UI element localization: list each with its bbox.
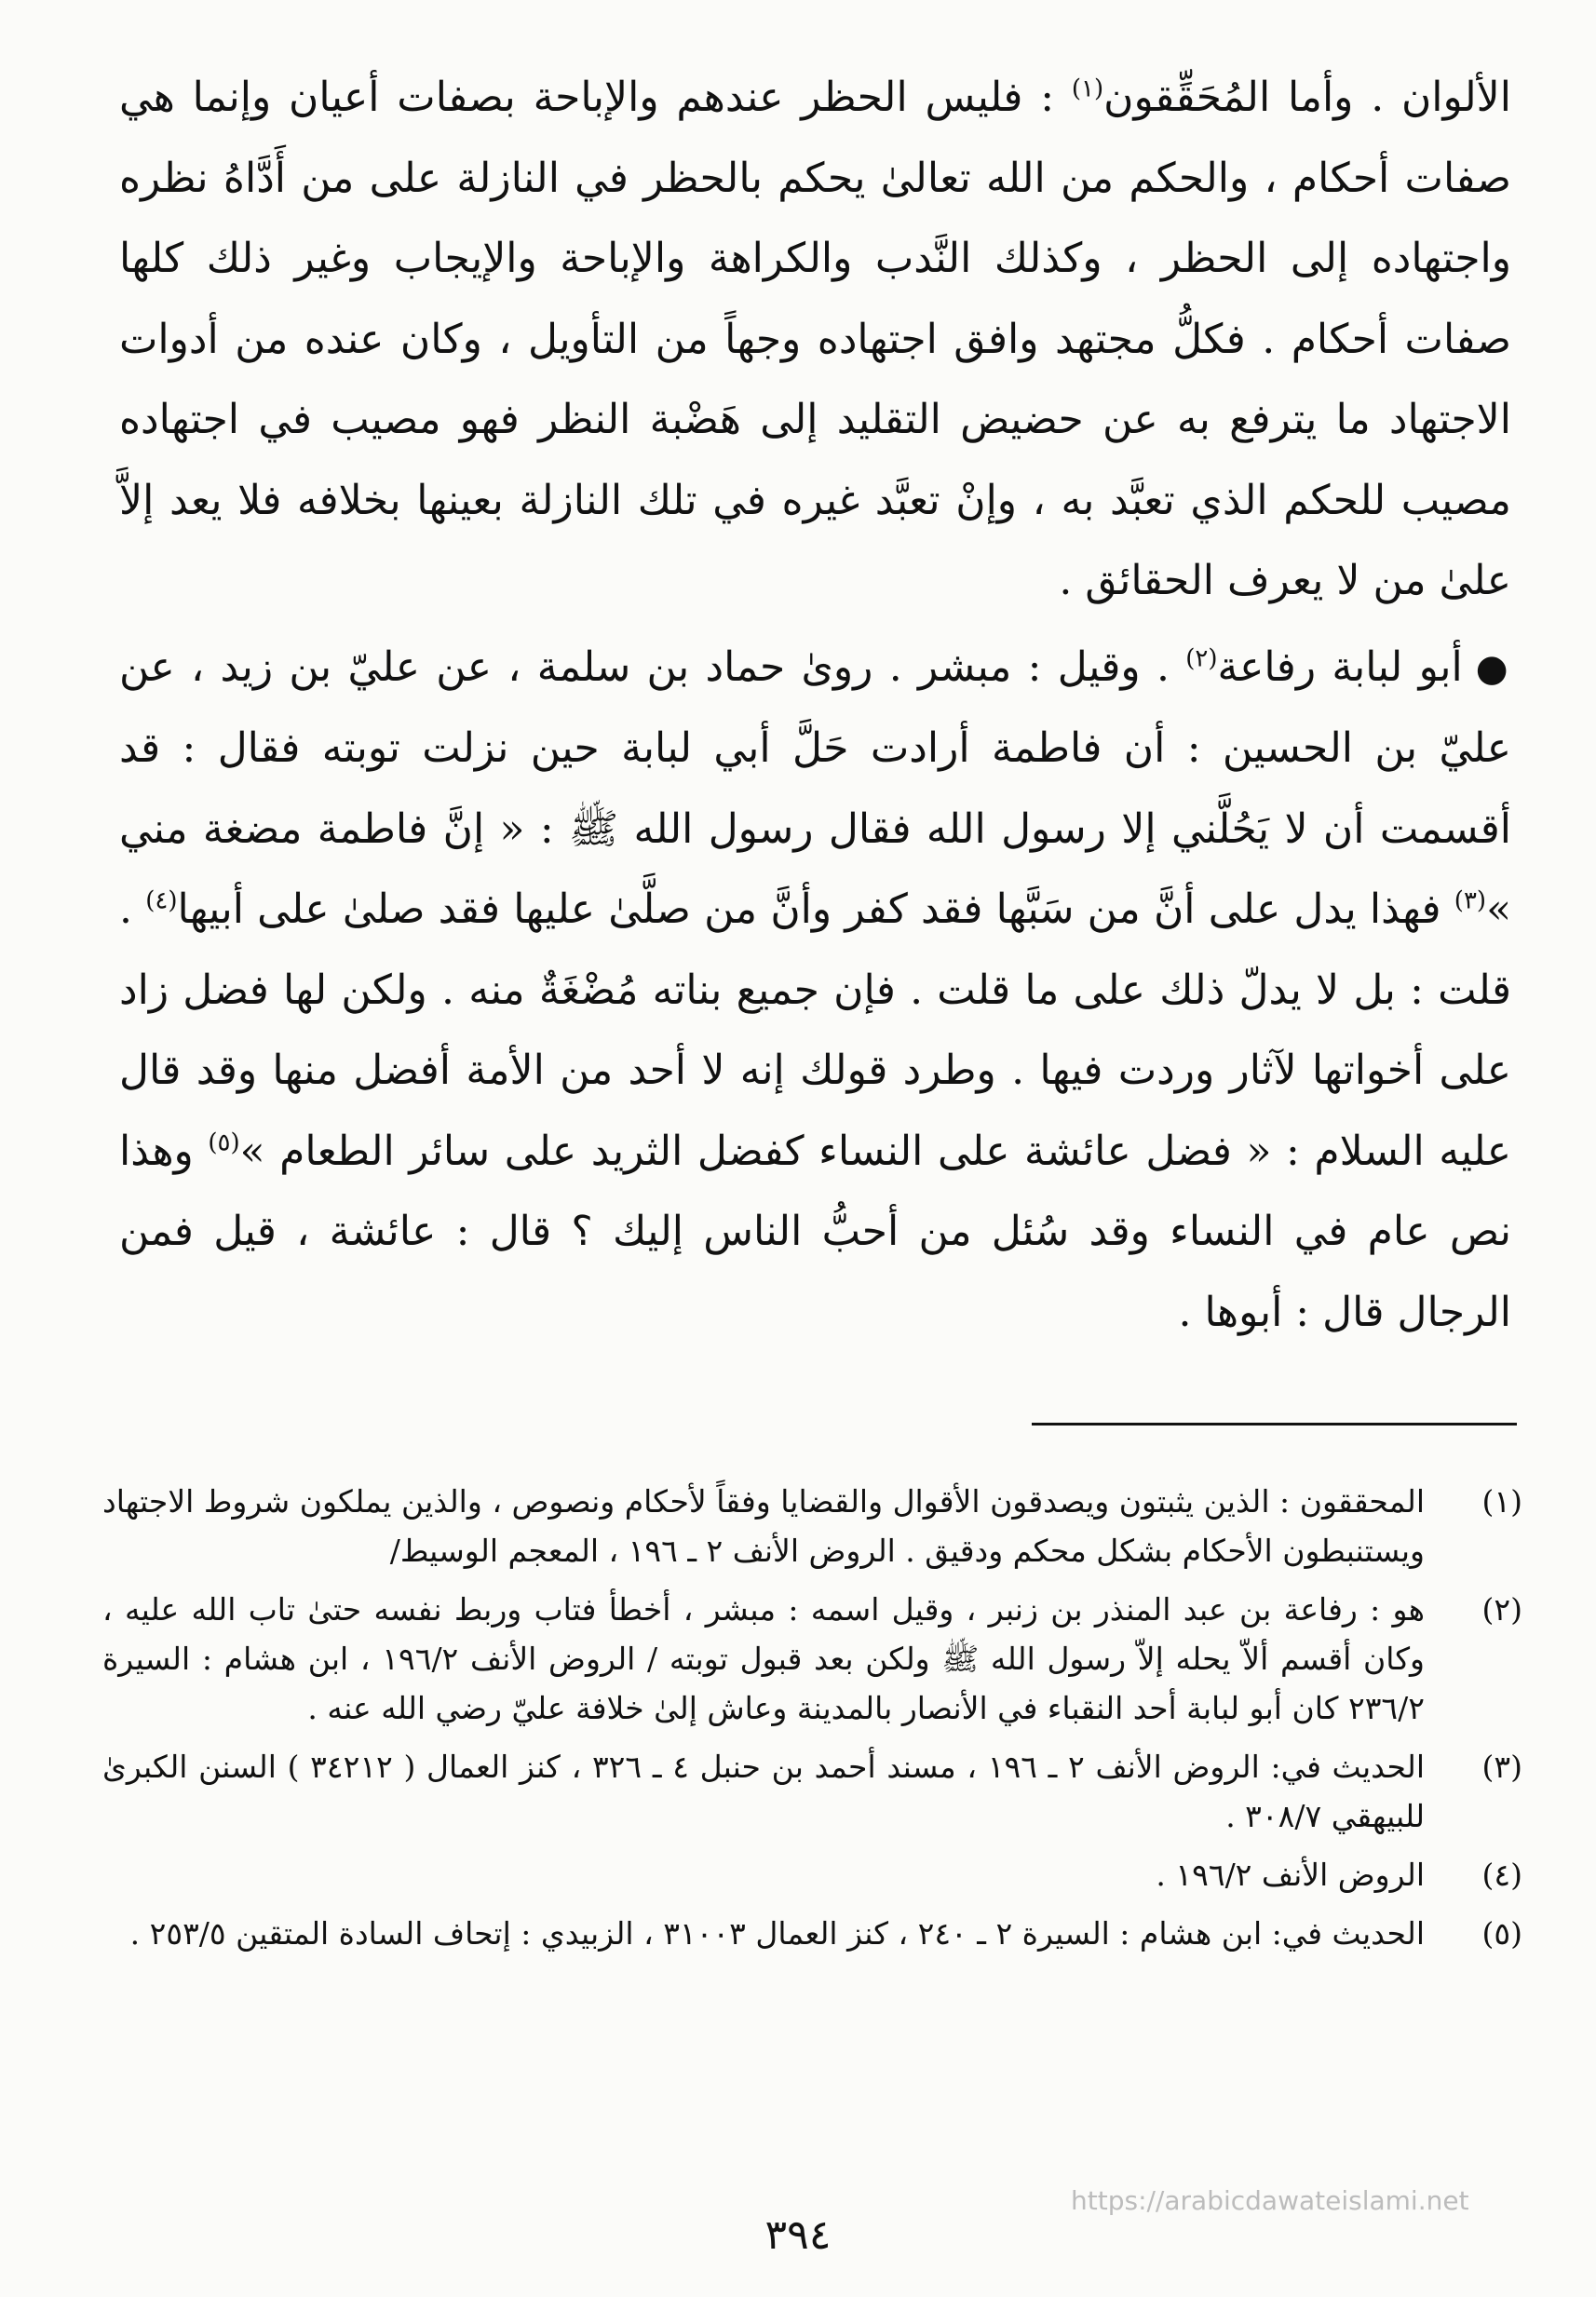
footnote-text: هو : رفاعة بن عبد المنذر بن زنبر ، وقيل اسمه : مبشر ، أخطأ فتاب وربط نفسه حتىٰ تاب الله عليه ، وكان أقسم ألاّ يحله إلاّ رسول الله ﷺ ولكن بعد قبول توبته / الروض الأنف ١٩٦/٢ ، ابن هشام : السيرة ٢٣٦/٢ كان أبو لبابة أحد النقباء في الأنصار بالمدينة وعاش إلىٰ خلافة عليّ رضي الله عنه . — [102, 1591, 1425, 1726]
footnote-item — [102, 1477, 1522, 1575]
footnote-ref-5[interactable]: (٥) — [208, 1128, 240, 1156]
footnote-text: الروض الأنف ١٩٦/٢ . — [1156, 1857, 1425, 1893]
footnote-separator — [1032, 1423, 1517, 1425]
footnote-item — [102, 1850, 1522, 1899]
footnote-text: الحديث في: ابن هشام : السيرة ٢ ـ ٢٤٠ ، كنز العمال ٣١٠٠٣ ، الزبيدي : إتحاف السادة المتقين ٢٥٣/٥ . — [129, 1915, 1425, 1952]
footnote-text: المحققون : الذين يثبتون ويصدقون الأقوال والقضايا وفقاً لأحكام ونصوص ، والذين يملكون شروط الاجتهاد ويستنبطون الأحكام بشكل محكم ودقيق . الروض الأنف ٢ ـ ١٩٦ ، المعجم الوسيط/ — [102, 1483, 1425, 1569]
footnote-number: (٤) — [1481, 1857, 1522, 1893]
main-text — [119, 58, 1511, 1353]
footnote-text: الحديث في: الروض الأنف ٢ ـ ١٩٦ ، مسند أحمد بن حنبل ٤ ـ ٣٢٦ ، كنز العمال ( ٣٤٢١٢ ) السنن الكبرىٰ للبيهقي ٣٠٨/٧ . — [102, 1749, 1425, 1834]
footnote-item — [102, 1585, 1522, 1733]
footnotes — [102, 1477, 1522, 1967]
paragraph-1: الألوان . وأما المُحَقِّقون$^{(١)}$ : فليس الحظر عندهم والإباحة بصفات أعيان وإنما هي صفات أحكام ، والحكم من الله تعالىٰ يحكم بالحظر في النازلة على من أَدَّاهُ نظره واجتهاده إلى الحظر ، وكذلك النَّدب والكراهة والإباحة والإيجاب وغير ذلك كلها صفات أحكام . فكلُّ مجتهد وافق اجتهاده وجهاً من التأويل ، وكان عنده من أدوات الاجتهاد ما يترفع به عن حضيض التقليد إلى هَضْبة النظر فهو مصيب في اجتهاده مصيب للحكم الذي تعبَّد به ، وإنْ تعبَّد غيره في تلك النازلة بعينها بخلافه فلا يعد إلاَّ علىٰ من لا يعرف الحقائق . — [119, 74, 1511, 604]
footnote-number: (١) — [1481, 1483, 1522, 1520]
watermark: https://arabicdawateislami.net — [1071, 2185, 1469, 2216]
paragraph-2: ●أبو لبابة رفاعة$^{(٢)}$ . وقيل : مبشر . روىٰ حماد بن سلمة ، عن عليّ بن زيد ، عن عليّ بن الحسين : أن فاطمة أرادت حَلَّ أبي لبابة حين نزلت توبته فقال : قد أقسمت أن لا يَحُلَّني إلا رسول الله فقال رسول الله ﷺ : « إنَّ فاطمة مضغة مني »$^{(٣)}$ فهذا يدل على أنَّ من سَبَّها فقد كفر وأنَّ من صلَّىٰ عليها فقد صلىٰ على أبيها$^{(٤)}$ . قلت : بل لا يدلّ ذلك على ما قلت . فإن جميع بناته مُضْغَةٌ منه . ولكن لها فضل زاد على أخواتها لآثار وردت فيها . وطرد قولك إنه لا أحد من الأمة أفضل منها وقد قال عليه السلام : « فضل عائشة على النساء كفضل الثريد على سائر الطعام »$^{(٥)}$ وهذا نص عام في النساء وقد سُئل من أحبُّ الناس إليك ؟ قال : عائشة ، قيل فمن الرجال قال : أبوها . — [119, 642, 1511, 1336]
footnote-ref-4[interactable]: (٤) — [145, 886, 178, 915]
footnote-ref-2[interactable]: (٢) — [1185, 643, 1218, 672]
footnote-ref-1[interactable]: (١) — [1071, 74, 1104, 103]
footnote-item — [102, 1909, 1522, 1958]
footnote-ref-3[interactable]: (٣) — [1454, 886, 1487, 915]
footnote-number: (٢) — [1481, 1591, 1522, 1628]
bullet-icon: ● — [1475, 646, 1511, 690]
page-number: ٣٩٤ — [764, 2211, 832, 2259]
footnote-number: (٥) — [1481, 1915, 1522, 1952]
footnote-item — [102, 1742, 1522, 1841]
footnote-number: (٣) — [1481, 1749, 1522, 1785]
